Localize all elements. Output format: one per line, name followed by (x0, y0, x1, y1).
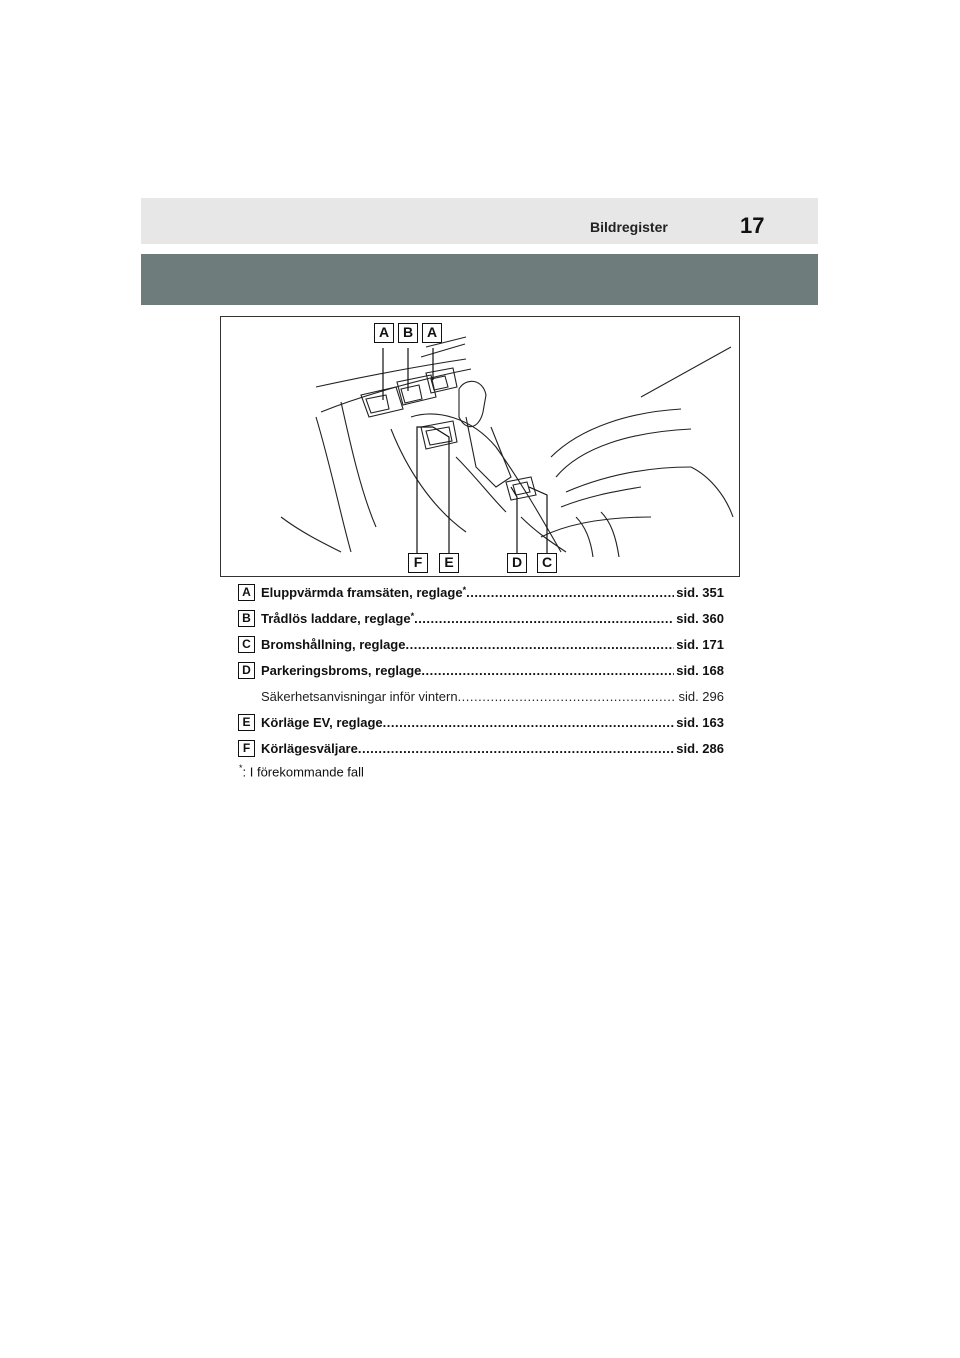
callout-bottom-e: E (439, 553, 459, 573)
page-number: 17 (740, 213, 765, 238)
entry-text: Eluppvärmda framsäten, reglage (261, 585, 463, 600)
legend-letter: F (238, 740, 255, 757)
legend-letter: C (238, 636, 255, 653)
callout-bottom-f: F (408, 553, 428, 573)
legend-letter: D (238, 662, 255, 679)
legend-label (261, 637, 724, 652)
callout-top-b: B (398, 323, 418, 343)
legend-entry-b (238, 608, 724, 628)
page-reference-link[interactable]: sid. 351 (676, 585, 724, 600)
page-reference-link[interactable]: sid. 286 (676, 741, 724, 756)
page-reference-link[interactable]: sid. 163 (676, 715, 724, 730)
callout-top-a-left: A (374, 323, 394, 343)
legend-entry-d (238, 660, 724, 680)
console-illustration (220, 316, 740, 577)
page-reference-link[interactable]: sid. 168 (676, 663, 724, 678)
legend-label (261, 741, 724, 756)
legend-entry-a (238, 582, 724, 602)
asterisk-mark: * (462, 585, 467, 595)
legend-label (261, 715, 724, 730)
callout-bottom-c: C (537, 553, 557, 573)
legend-label (261, 689, 724, 704)
legend-label (261, 611, 724, 626)
callout-bottom-d: D (507, 553, 527, 573)
legend-letter: E (238, 714, 255, 731)
legend-letter: A (238, 584, 255, 601)
page-reference-link[interactable]: sid. 296 (678, 689, 724, 704)
legend-entry-c (238, 634, 724, 654)
legend-entry-e (238, 712, 724, 732)
legend-label (261, 585, 724, 600)
header-band (141, 198, 818, 244)
entry-text: Körläge EV, reglage (261, 715, 383, 730)
page-reference-link[interactable]: sid. 360 (676, 611, 724, 626)
legend-label (261, 663, 724, 678)
section-title: Bildregister (590, 219, 668, 235)
footnote-text: : I förekommande fall (242, 764, 364, 780)
legend-subentry-d (238, 686, 724, 706)
section-band (141, 254, 818, 305)
entry-text: Körlägesväljare (261, 741, 358, 756)
console-line-drawing (221, 317, 739, 576)
entry-text: Parkeringsbroms, reglage (261, 663, 422, 678)
asterisk-mark: * (410, 611, 415, 621)
footnote (239, 763, 364, 779)
page-reference-link[interactable]: sid. 171 (676, 637, 724, 652)
entry-text: Säkerhetsanvisningar inför vintern (261, 689, 458, 704)
footnote-mark: * (239, 763, 243, 773)
callout-top-a-right: A (422, 323, 442, 343)
legend-letter: B (238, 610, 255, 627)
legend-entry-f (238, 738, 724, 758)
entry-text: Bromshållning, reglage (261, 637, 406, 652)
entry-text: Trådlös laddare, reglage (261, 611, 411, 626)
